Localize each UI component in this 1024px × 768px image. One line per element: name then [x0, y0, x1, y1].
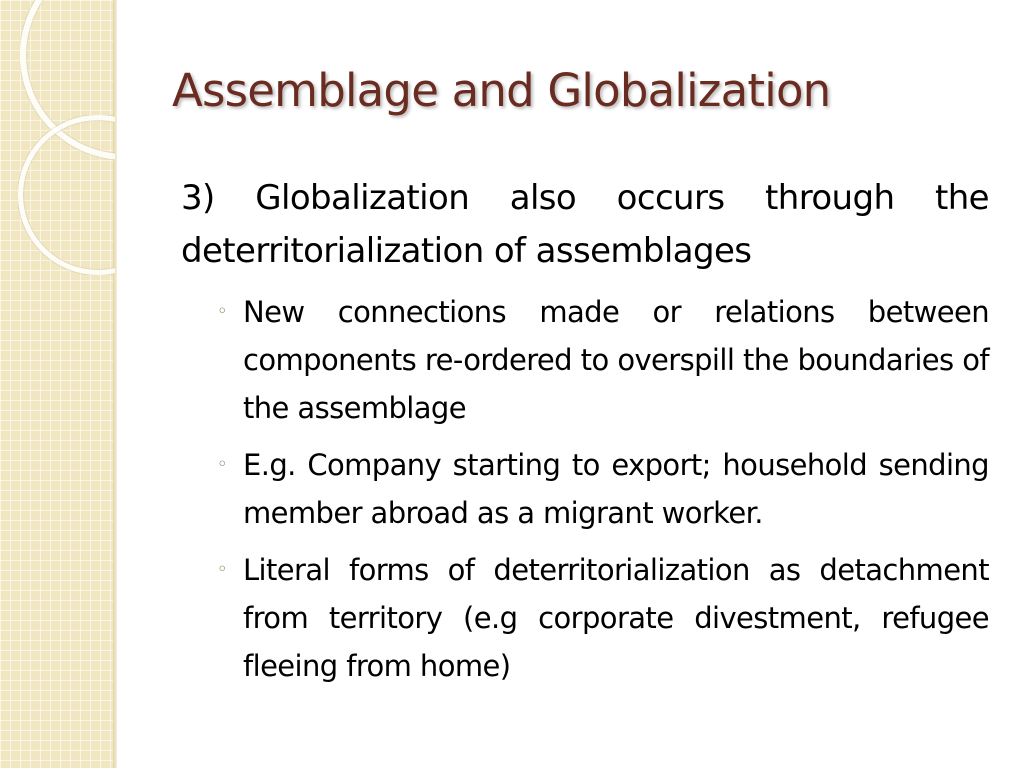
sub-point-text: Literal forms of deterritorialization as detachment from territory (e.g corporate divestment, refugee fleeing from home) [243, 553, 989, 683]
decorative-ring-inner [18, 115, 178, 275]
main-point: 3) Globalization also occurs through the deterritorialization of assemblages [181, 178, 989, 271]
sub-point-item [217, 546, 989, 690]
sub-point-text: E.g. Company starting to export; household sending member abroad as a migrant worker. [243, 448, 989, 530]
sub-point-item [217, 441, 989, 537]
sub-point-list [181, 288, 989, 690]
hollow-bullet-icon: ◦ [217, 559, 228, 580]
hollow-bullet-icon: ◦ [217, 301, 228, 322]
slide-content [181, 172, 989, 699]
sub-point-item [217, 288, 989, 432]
sub-point-text: New connections made or relations between components re-ordered to overspill the boundaries of the assemblage [243, 295, 989, 425]
hollow-bullet-icon: ◦ [217, 454, 228, 475]
slide-title: Assemblage and Globalization [172, 64, 831, 117]
